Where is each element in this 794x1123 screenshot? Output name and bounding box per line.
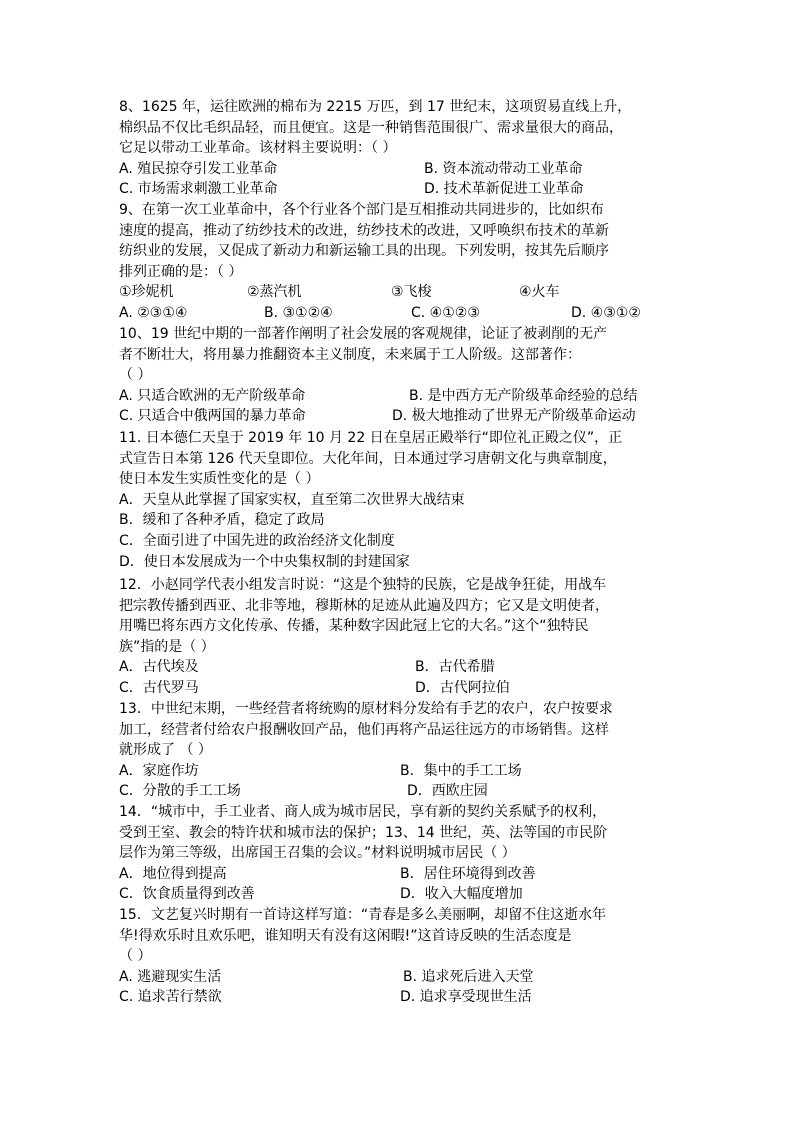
question-text: 把宗教传播到西亚、北非等地，穆斯林的足迹从此遍及四方；它又是文明使者， <box>119 597 609 614</box>
item-1: ①珍妮机 <box>119 284 174 301</box>
option-row <box>119 884 689 905</box>
option-d[interactable]: D．收入大幅度增加 <box>400 886 523 903</box>
question-text: 排列正确的是：（ ） <box>119 263 243 280</box>
question-9 <box>119 200 689 324</box>
question-text: 使日本发生实质性变化的是（ ） <box>119 471 320 488</box>
question-text: 10、19 世纪中期的一部著作阐明了社会发展的客观规律，论证了被剥削的无产 <box>119 326 608 342</box>
option-a[interactable]: A. ②③①④ <box>119 304 188 321</box>
option-c[interactable]: C．饮食质量得到改善 <box>119 886 255 903</box>
option-a[interactable]: A. 逃避现实生活 <box>119 968 222 985</box>
option-row <box>119 967 689 988</box>
option-d[interactable]: D. ④③①② <box>571 304 641 321</box>
question-text: 11. 日本德仁天皇于 2019 年 10 月 22 日在皇居正殿举行“即位礼正殿之仪”，正 <box>119 430 623 446</box>
question-text: 它足以带动工业革命。该材料主要说明：（ ） <box>119 140 397 157</box>
option-b[interactable]: B．居住环境得到改善 <box>400 865 536 882</box>
option-c[interactable]: C. ④①②③ <box>411 304 480 321</box>
option-row <box>119 761 689 782</box>
option-b[interactable]: B．缓和了各种矛盾，稳定了政局 <box>119 512 325 529</box>
option-b[interactable]: B. 资本流动带动工业革命 <box>424 160 583 177</box>
option-a[interactable]: A．天皇从此掌握了国家实权，直至第二次世界大战结束 <box>119 491 465 508</box>
question-text: 就形成了 （ ） <box>119 742 212 759</box>
option-row <box>119 781 689 802</box>
question-10 <box>119 324 689 427</box>
option-d[interactable]: D. 技术革新促进工业革命 <box>424 181 584 198</box>
question-8 <box>119 97 689 200</box>
option-c[interactable]: C．分散的手工工场 <box>119 783 241 800</box>
question-text: 速度的提高，推动了纺纱技术的改进，纺纱技术的改进，又呼唤织布技术的革新 <box>119 222 609 239</box>
option-c[interactable]: C．全面引进了中国先进的政治经济文化制度 <box>119 532 395 549</box>
option-row <box>119 159 689 180</box>
question-text: 用嘴巴将东西方文化传承、传播，某种数字因此冠上它的大名。”这个“独特民 <box>119 618 589 635</box>
item-row <box>119 282 689 303</box>
question-text: （ ） <box>119 948 152 965</box>
option-a[interactable]: A. 殖民掠夺引发工业革命 <box>119 160 278 177</box>
option-a[interactable]: A. 只适合欧洲的无产阶级革命 <box>119 387 306 404</box>
item-3: ③飞梭 <box>391 284 432 301</box>
option-row <box>119 303 689 324</box>
question-text: 加工，经营者付给农户报酬收回产品，他们再将产品运往远方的市场销售。这样 <box>119 721 609 738</box>
question-text: 8、1625 年，运往欧洲的棉布为 2215 万匹，到 17 世纪末，这项贸易直线上升， <box>119 99 632 115</box>
option-d[interactable]: D. 极大地推动了世界无产阶级革命运动 <box>392 408 636 425</box>
question-text: 受到王室、教会的特许状和城市法的保护；13、14 世纪，英、法等国的市民阶 <box>119 824 608 841</box>
option-c[interactable]: C. 只适合中俄两国的暴力革命 <box>119 408 306 425</box>
option-row <box>119 386 689 407</box>
option-row <box>119 406 689 427</box>
option-b[interactable]: B．集中的手工工场 <box>400 762 522 779</box>
option-c[interactable]: C. 追求苦行禁欲 <box>119 989 222 1006</box>
question-text: 9、在第一次工业革命中，各个行业各个部门是互相推动共同进步的，比如织布 <box>119 202 604 218</box>
option-b[interactable]: B. ③①②④ <box>264 304 333 321</box>
question-text: 者不断壮大，将用暴力推翻资本主义制度，未来属于工人阶级。这部著作： <box>119 346 581 363</box>
option-row <box>119 179 689 200</box>
option-d[interactable]: D．西欧庄园 <box>407 783 488 800</box>
item-2: ②蒸汽机 <box>247 284 302 301</box>
option-a[interactable]: A．家庭作坊 <box>119 762 199 779</box>
option-row <box>119 657 689 678</box>
question-text: 式宣告日本第 126 代天皇即位。大化年间，日本通过学习唐朝文化与典章制度， <box>119 450 617 467</box>
question-text: 纺织业的发展，又促成了新动力和新运输工具的出现。下列发明，按其先后顺序 <box>119 243 609 260</box>
option-b[interactable]: B. 追求死后进入天堂 <box>403 968 534 985</box>
question-text: 棉织品不仅比毛织品轻，而且便宜。这是一种销售范围很广、需求量很大的商品， <box>119 119 623 136</box>
question-text: 13．中世纪末期，一些经营者将统购的原材料分发给有手艺的农户，农户按要求 <box>119 701 613 717</box>
option-b[interactable]: B. 是中西方无产阶级革命经验的总结 <box>409 387 638 404</box>
question-text: 华!得欢乐时且欢乐吧，谁知明天有没有这闲暇!”这首诗反映的生活态度是 <box>119 927 572 944</box>
question-text: 层作为第三等级，出席国王召集的会议。”材料说明城市居民（ ） <box>119 845 516 862</box>
option-row <box>119 987 689 1008</box>
item-4: ④火车 <box>519 284 560 301</box>
question-12 <box>119 575 689 699</box>
option-d[interactable]: D．古代阿拉伯 <box>415 679 510 696</box>
question-15 <box>119 905 689 1008</box>
option-row <box>119 864 689 885</box>
question-text: 15．文艺复兴时期有一首诗这样写道：“青春是多么美丽啊，却留不住这逝水年 <box>119 907 607 923</box>
question-13 <box>119 699 689 802</box>
question-text: 14．“城市中，手工业者、商人成为城市居民，享有新的契约关系赋予的权利， <box>119 804 607 820</box>
option-c[interactable]: C．古代罗马 <box>119 679 199 696</box>
question-text: （ ） <box>119 367 152 384</box>
option-d[interactable]: D．使日本发展成为一个中央集权制的封建国家 <box>119 553 410 570</box>
option-a[interactable]: A．古代埃及 <box>119 659 199 676</box>
option-b[interactable]: B．古代希腊 <box>415 659 495 676</box>
question-text: 12．小赵同学代表小组发言时说：“这是个独特的民族，它是战争狂徒，用战车 <box>119 577 607 593</box>
question-11 <box>119 428 689 572</box>
option-c[interactable]: C. 市场需求刺激工业革命 <box>119 181 278 198</box>
option-d[interactable]: D. 追求享受现世生活 <box>400 989 532 1006</box>
option-row <box>119 678 689 699</box>
option-a[interactable]: A．地位得到提高 <box>119 865 227 882</box>
question-14 <box>119 802 689 905</box>
question-text: 族”指的是（ ） <box>119 638 215 655</box>
